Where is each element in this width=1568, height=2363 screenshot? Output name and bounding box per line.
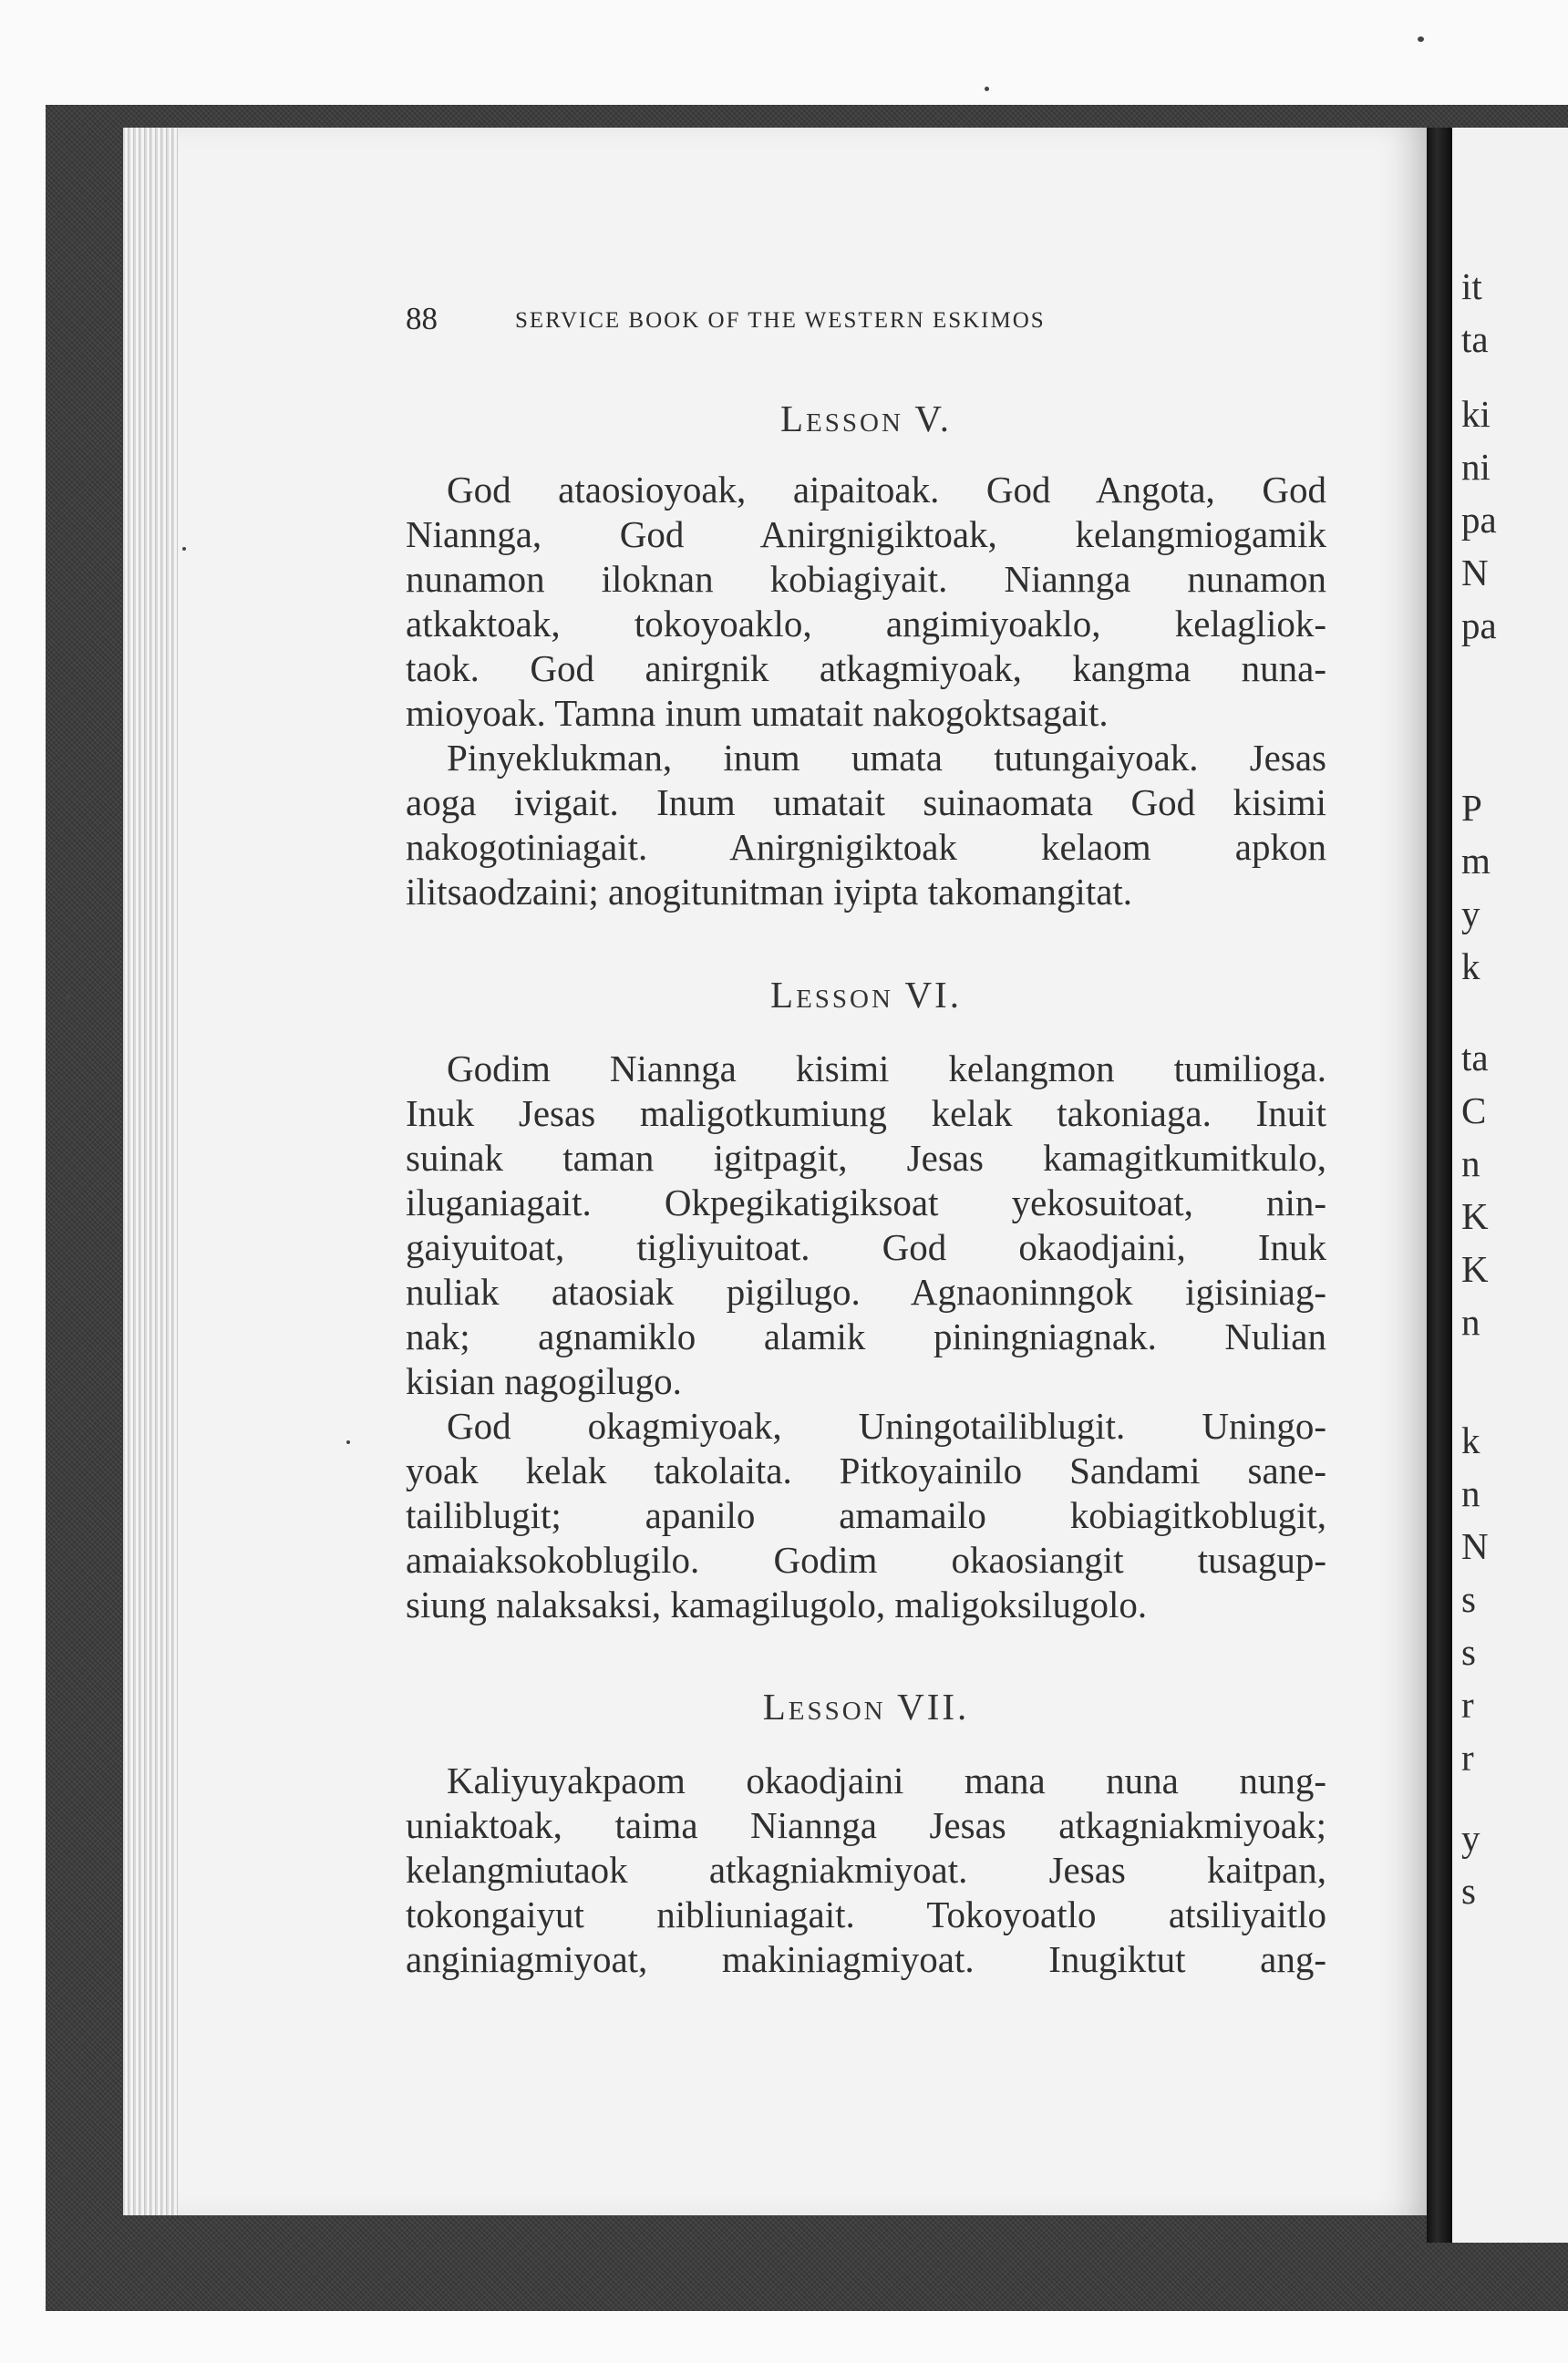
- text-line: gaiyuitoat, tigliyuitoat. God okaodjaini, Inuk: [406, 1226, 1326, 1268]
- text-line: atkaktoak, tokoyoaklo, angimiyoaklo, kelagliok-: [406, 603, 1326, 645]
- text-line: nunamon iloknan kobiagiyait. Niannga nunamon: [406, 558, 1326, 600]
- facing-page-fragment: y: [1461, 893, 1480, 934]
- facing-page-fragment: ni: [1461, 446, 1491, 488]
- facing-page-fragment: n: [1461, 1301, 1480, 1343]
- facing-page-fragment: it: [1461, 265, 1482, 307]
- facing-page-fragment: r: [1461, 1684, 1474, 1726]
- facing-page-fragment: ki: [1461, 393, 1491, 435]
- running-title: SERVICE BOOK OF THE WESTERN ESKIMOS: [515, 308, 1046, 333]
- facing-page-fragment: k: [1461, 945, 1480, 987]
- page-header: [406, 301, 1326, 345]
- facing-page-fragment: s: [1461, 1578, 1476, 1620]
- lesson-paragraph: [406, 468, 1326, 736]
- text-line: nakogotiniagait. Anirgnigiktoak kelaom apkon: [406, 826, 1326, 868]
- text-line: nak; agnamiklo alamik piningniagnak. Nulian: [406, 1316, 1326, 1357]
- lesson-paragraph: [406, 1047, 1326, 1404]
- right-page: [1452, 128, 1568, 2243]
- text-line: Inuk Jesas maligotkumiung kelak takoniaga. Inuit: [406, 1092, 1326, 1134]
- facing-page-fragment: ta: [1461, 1037, 1489, 1078]
- text-line: nuliak ataosiak pigilugo. Agnaoninngok igisiniag-: [406, 1271, 1326, 1313]
- text-line: anginiagmiyoat, makiniagmiyoat. Inugiktut ang-: [406, 1938, 1326, 1980]
- text-line: tailiblugit; apanilo amamailo kobiagitkoblugit,: [406, 1494, 1326, 1536]
- lesson-paragraph: [406, 1759, 1326, 1982]
- text-line: Niannga, God Anirgnigiktoak, kelangmiogamik: [406, 513, 1326, 555]
- facing-page-fragment: P: [1461, 787, 1482, 829]
- text-line: aoga ivigait. Inum umatait suinaomata God kisimi: [406, 781, 1326, 823]
- text-line: yoak kelak takolaita. Pitkoyainilo Sandami sane-: [406, 1450, 1326, 1491]
- lesson-heading: Lesson VII.: [762, 1686, 970, 1728]
- facing-page-fragment: C: [1461, 1089, 1487, 1131]
- text-line: kisian nagogilugo.: [406, 1360, 682, 1402]
- text-line: ilitsaodzaini; anogitunitman iyipta takomangitat.: [406, 871, 1133, 913]
- facing-page-fragment: K: [1461, 1248, 1489, 1290]
- facing-page-fragment: pa: [1461, 604, 1497, 646]
- dust-speck: [182, 547, 186, 551]
- facing-page-fragment: k: [1461, 1419, 1480, 1461]
- lesson-paragraph: [406, 736, 1326, 914]
- text-line: God okagmiyoak, Uningotailiblugit. Uningo-: [447, 1405, 1326, 1447]
- text-line: Godim Niannga kisimi kelangmon tumilioga.: [447, 1047, 1326, 1089]
- text-line: kelangmiutaok atkagniakmiyoat. Jesas kaitpan,: [406, 1849, 1326, 1891]
- text-line: amaiaksokoblugilo. Godim okaosiangit tusagup-: [406, 1539, 1326, 1581]
- dust-speck: [985, 87, 989, 91]
- page-number: 88: [406, 301, 438, 336]
- dust-speck: [66, 994, 70, 999]
- text-line: iluganiagait. Okpegikatigiksoat yekosuitoat, nin-: [406, 1182, 1326, 1223]
- facing-page-fragment: s: [1461, 1631, 1476, 1673]
- facing-page-fragment: pa: [1461, 499, 1497, 541]
- text-line: suinak taman igitpagit, Jesas kamagitkumitkulo,: [406, 1137, 1326, 1179]
- facing-page-fragment: n: [1461, 1472, 1480, 1514]
- text-line: uniaktoak, taima Niannga Jesas atkagniakmiyoak;: [406, 1804, 1326, 1846]
- text-line: taok. God anirgnik atkagmiyoak, kangma nuna-: [406, 647, 1326, 689]
- book-gutter: [1427, 128, 1452, 2243]
- text-line: God ataosioyoak, aipaitoak. God Angota, God: [447, 469, 1326, 511]
- text-line: mioyoak. Tamna inum umatait nakogoktsagait.: [406, 692, 1109, 734]
- lesson-heading: Lesson VI.: [770, 974, 962, 1016]
- facing-page-fragment: N: [1461, 552, 1489, 593]
- text-line: siung nalaksaksi, kamagilugolo, maligoksilugolo.: [406, 1584, 1148, 1625]
- lesson-paragraph: [406, 1404, 1326, 1627]
- dust-speck: [1418, 36, 1424, 42]
- facing-page-fragment: r: [1461, 1737, 1474, 1779]
- text-line: tokongaiyut nibliuniagait. Tokoyoatlo atsiliyaitlo: [406, 1893, 1326, 1935]
- text-line: Kaliyuyakpaom okaodjaini mana nuna nung-: [447, 1759, 1326, 1801]
- facing-page-fragment: s: [1461, 1870, 1476, 1912]
- dust-speck: [346, 1440, 350, 1444]
- lesson-heading: Lesson V.: [780, 397, 952, 439]
- facing-page-fragment: ta: [1461, 318, 1489, 360]
- facing-page-fragment: n: [1461, 1142, 1480, 1184]
- facing-page-fragment: y: [1461, 1817, 1480, 1859]
- facing-page-fragment: K: [1461, 1195, 1489, 1237]
- facing-page-fragment: N: [1461, 1525, 1489, 1567]
- text-line: Pinyeklukman, inum umata tutungaiyoak. Jesas: [447, 737, 1326, 779]
- facing-page-fragment: m: [1461, 840, 1491, 882]
